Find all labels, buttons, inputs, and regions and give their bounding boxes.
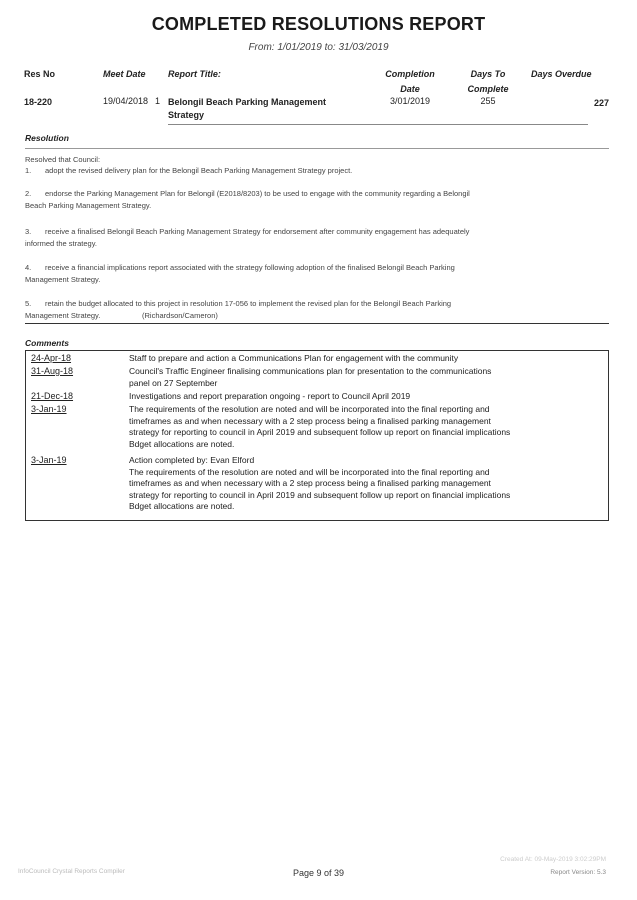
col-completion: Completion: [385, 69, 435, 79]
record-divider: [168, 124, 588, 125]
resolution-item-4-text: receive a financial implications report associated with the strategy following adoption of the finalised Belongil Beach Parking: [45, 263, 455, 272]
comment-2-date: 31-Aug-18: [31, 366, 74, 376]
record-completion-date: 3/01/2019: [389, 96, 431, 106]
report-title: COMPLETED RESOLUTIONS REPORT: [151, 14, 486, 34]
resolution-item-2-num: 2.: [25, 189, 32, 198]
comment-3-date: 21-Dec-18: [31, 391, 74, 401]
col-completion-date: Date: [400, 84, 420, 94]
col-days-overdue: Days Overdue: [531, 69, 592, 79]
record-item: 1: [155, 96, 161, 106]
resolution-divider: [25, 148, 609, 149]
resolution-heading: Resolution: [25, 133, 69, 143]
resolution-item-5-text-cont: Management Strategy.: [25, 311, 101, 320]
record-meet-date: 19/04/2018: [103, 96, 149, 106]
resolution-end-divider: [25, 323, 609, 324]
resolution-item-4-text-cont: Management Strategy.: [25, 275, 101, 284]
comment-1-date: 24-Apr-18: [31, 353, 72, 363]
resolution-item-2-text: endorse the Parking Management Plan for Belongil (E2018/8203) to be used to engage with the community regarding a Belongil: [45, 189, 470, 198]
comment-4-text: [129, 404, 599, 450]
resolution-item-5-num: 5.: [25, 299, 32, 308]
comment-5-line-2: The requirements of the resolution are noted and will be incorporated into the final reporting and: [129, 466, 490, 477]
comment-1-text: [129, 353, 599, 365]
resolution-item-5-text: retain the budget allocated to this project in resolution 17-056 to implement the revised plan for the Belongil Beach Parking: [45, 299, 452, 308]
resolution-item-3-num: 3.: [25, 227, 32, 236]
comment-4-line-1: The requirements of the resolution are noted and will be incorporated into the final reporting and: [129, 404, 490, 414]
comments-box: [25, 350, 609, 521]
comment-5-date: 3-Jan-19: [31, 455, 67, 465]
footer-report-version: Report Version: 5.3: [550, 869, 606, 876]
record-report-title-line1: Belongil Beach Parking Management: [168, 97, 327, 107]
comment-1-line-1: Staff to prepare and action a Communications Plan for engagement with the community: [129, 353, 459, 363]
comment-2-line-2: panel on 27 September: [129, 377, 218, 388]
col-report-title: Report Title:: [168, 69, 221, 79]
footer-compiler: InfoCouncil Crystal Reports Compiler: [18, 868, 125, 875]
resolution-item-1-num: 1.: [25, 166, 32, 175]
footer-page-number: Page 9 of 39: [292, 868, 345, 878]
record-report-title-line2: Strategy: [168, 110, 205, 120]
comment-4-date: 3-Jan-19: [31, 404, 67, 414]
comments-heading: Comments: [25, 338, 69, 348]
comment-5-line-4: strategy for reporting to council in April 2019 and subsequent follow up report on financial implications: [129, 489, 511, 500]
resolution-item-3-text: receive a finalised Belongil Beach Parking Management Strategy for endorsement after community engagement has adequately: [45, 227, 470, 236]
record-days-overdue: 227: [593, 98, 609, 108]
col-days-complete: Complete: [467, 84, 509, 94]
resolution-item-3-text-cont: informed the strategy.: [25, 239, 97, 248]
resolution-intro: Resolved that Council:: [25, 155, 101, 164]
resolution-item-4-num: 4.: [25, 263, 32, 272]
comment-4-line-3: strategy for reporting to council in April 2019 and subsequent follow up report on financial implications: [129, 427, 511, 437]
comment-3-text: [129, 391, 599, 403]
footer-created-at: Created At: 09-May-2019 3:02:29PM: [500, 856, 606, 863]
record-days-to-complete: 255: [480, 96, 496, 106]
comment-5-line-1: Action completed by: Evan Elford: [129, 455, 255, 465]
col-meet-date: Meet Date: [103, 69, 146, 79]
comment-4-line-4: Bdget allocations are noted.: [129, 438, 235, 449]
resolution-movers: (Richardson/Cameron): [142, 311, 218, 320]
comment-5-line-3: timeframes as and when necessary with a 2 step process being a finalised parking management: [129, 478, 491, 488]
comment-4-line-2: timeframes as and when necessary with a 2 step process being a finalised parking management: [129, 415, 491, 426]
record-res-no: 18-220: [24, 97, 53, 107]
comment-5-text: [129, 455, 599, 513]
comment-3-line-1: Investigations and report preparation ongoing - report to Council April 2019: [129, 391, 411, 401]
col-days-to: Days To: [470, 69, 506, 79]
resolution-item-2-text-cont: Beach Parking Management Strategy.: [25, 201, 152, 210]
comment-2-text: [129, 366, 599, 389]
comment-2-line-1: Council's Traffic Engineer finalising communications plan for presentation to the communications: [129, 366, 492, 376]
report-period: From: 1/01/2019 to: 31/03/2019: [248, 42, 389, 53]
col-res-no: Res No: [24, 69, 56, 79]
resolution-item-1-text: adopt the revised delivery plan for the Belongil Beach Parking Management Strategy project.: [45, 166, 353, 175]
comment-5-line-5: Bdget allocations are noted.: [129, 501, 235, 511]
